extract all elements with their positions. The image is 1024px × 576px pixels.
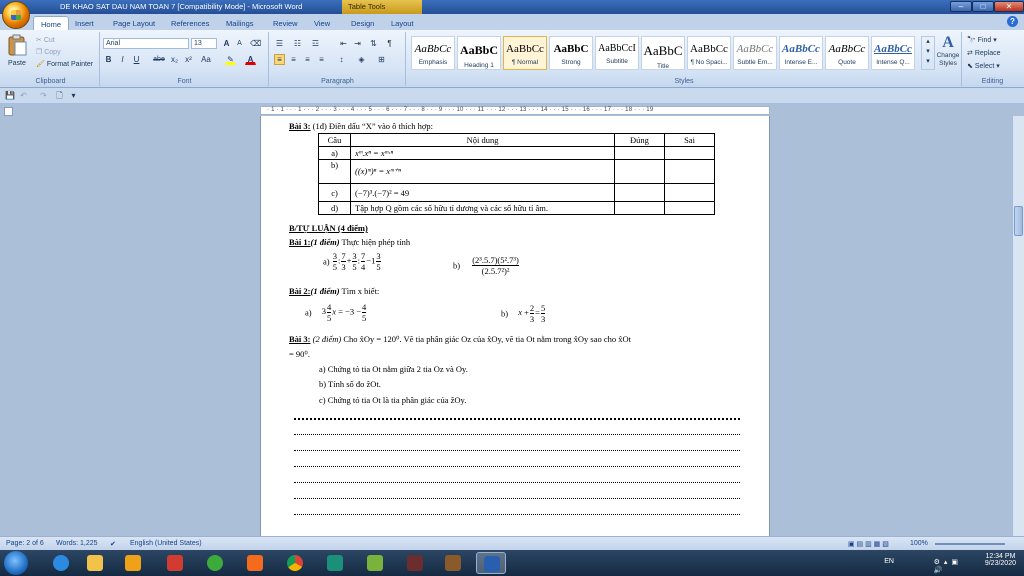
copy-icon: ❐ — [36, 49, 45, 56]
vertical-scrollbar[interactable] — [1012, 116, 1024, 536]
editing-group — [963, 32, 1022, 86]
answer-cell[interactable] — [615, 184, 665, 202]
sort-icon[interactable]: ⇅ — [370, 39, 377, 48]
align-right-icon[interactable]: ≡ — [305, 55, 310, 64]
maximize-button[interactable]: □ — [972, 1, 994, 12]
bai1-part-a: a) $\frac{3}{5}$ : $\frac{7}{3}$ + $\frac{3}{5}$ : $\frac{7}{4}$ −1 $\frac{3}{5}$ — [323, 251, 381, 272]
show-marks-icon[interactable]: ¶ — [387, 39, 392, 48]
tab-home[interactable]: Home — [33, 16, 69, 30]
paste-label: Paste — [8, 60, 26, 67]
font-group-label: Font — [177, 78, 192, 85]
shrink-font-button[interactable]: A — [237, 40, 242, 47]
bai2-part-b: b) x + $\frac{2}{3}$ = $\frac{5}{3}$ — [501, 303, 546, 324]
answer-line — [294, 434, 740, 435]
answer-cell[interactable] — [615, 147, 665, 160]
word-taskbar-icon[interactable] — [476, 552, 506, 574]
table-header: Đúng — [615, 134, 665, 147]
tab-mailings[interactable]: Mailings — [226, 19, 254, 28]
paste-button[interactable] — [6, 34, 30, 60]
increase-indent-icon[interactable]: ⇥ — [354, 39, 361, 48]
bai1-heading: Bài 1:(1 điểm) Thực hiện phép tính — [289, 237, 411, 247]
answer-line — [294, 498, 740, 499]
editing-group-label: Editing — [981, 78, 1004, 85]
style-title[interactable]: AaBbC Title — [641, 36, 685, 70]
font-family-select[interactable]: Arial — [103, 38, 189, 49]
word-count[interactable]: Words: 1,225 — [56, 540, 98, 547]
undo-icon[interactable]: ↶ — [20, 91, 27, 100]
table-header: Nội dung — [351, 134, 615, 147]
section-b-heading: B/TỰ LUẬN (4 điểm) — [289, 223, 368, 233]
font-color-icon[interactable]: A — [245, 54, 256, 65]
table-row — [319, 184, 715, 202]
style-subtle-emphasis[interactable]: AaBbCc Subtle Em... — [733, 36, 777, 70]
clipboard-icon — [6, 34, 28, 56]
answer-cell[interactable] — [615, 202, 665, 215]
scroll-thumb[interactable] — [1014, 206, 1023, 236]
answer-cell[interactable] — [665, 184, 715, 202]
clear-formatting-icon[interactable]: ⌫ — [250, 39, 262, 48]
table-cell: a) — [319, 147, 351, 160]
bai3b-text-continued: = 90⁰. — [289, 349, 310, 359]
view-buttons[interactable]: ▣ ▤ ▥ ▦ ▧ — [848, 541, 889, 548]
game-taskbar-icon[interactable] — [438, 552, 468, 574]
true-false-table — [318, 133, 715, 215]
bai3b-item: b) Tính số đo ẑOt. — [319, 379, 381, 389]
style-strong[interactable]: AaBbC Strong — [549, 36, 593, 70]
style-quote[interactable]: AaBbCc Quote — [825, 36, 869, 70]
clipboard-group-label: Clipboard — [35, 78, 66, 85]
page-count[interactable]: Page: 2 of 6 — [6, 540, 44, 547]
tab-page-layout[interactable]: Page Layout — [113, 19, 156, 28]
grow-font-button[interactable]: A — [223, 39, 230, 48]
window-title: DE KHAO SAT DAU NAM TOAN 7 [Compatibility Mode] - Microsoft Word — [60, 2, 303, 11]
tab-insert[interactable]: Insert — [75, 19, 94, 28]
close-button[interactable]: ✕ — [994, 1, 1024, 12]
bullets-icon[interactable]: ☰ — [275, 39, 284, 48]
document-page[interactable] — [260, 116, 770, 536]
decrease-indent-icon[interactable]: ⇤ — [340, 39, 347, 48]
answer-line — [294, 482, 740, 483]
paragraph-group-label: Paragraph — [321, 78, 354, 85]
game-taskbar-icon[interactable] — [400, 552, 430, 574]
table-header-row — [319, 134, 715, 147]
multilevel-list-icon[interactable]: ☲ — [311, 39, 320, 48]
chrome-taskbar-icon[interactable] — [280, 552, 310, 574]
start-button[interactable] — [4, 551, 28, 575]
table-tools-context-label: Table Tools — [342, 0, 422, 14]
spellcheck-icon[interactable]: ✔ — [110, 541, 116, 548]
table-cell: b) — [319, 160, 351, 184]
bai3-heading: Bài 3: (1đ) Điền dấu “X” vào ô thích hợp: — [289, 121, 434, 131]
superscript-button[interactable]: x² — [185, 55, 192, 64]
zoom-slider[interactable] — [935, 543, 1005, 545]
justify-icon[interactable]: ≡ — [319, 55, 324, 64]
ribbon — [0, 30, 1024, 88]
table-cell: ((x)ᵐ)ⁿ = xᵐ⁺ⁿ — [351, 160, 615, 184]
status-bar — [0, 536, 1024, 550]
customize-qat-icon[interactable]: ▾ — [71, 91, 76, 100]
table-row — [319, 202, 715, 215]
borders-icon[interactable]: ⊞ — [378, 55, 385, 64]
table-cell: (−7)³.(−7)² = 49 — [351, 184, 615, 202]
brush-icon: 🖌 — [36, 61, 45, 68]
ribbon-tabs — [0, 14, 1024, 30]
answer-cell[interactable] — [665, 202, 715, 215]
app-taskbar-icon[interactable] — [360, 552, 390, 574]
tray-icons[interactable]: ⚙▴▣🔊 — [933, 559, 962, 574]
font-size-select[interactable]: 13 — [191, 38, 217, 49]
shield-taskbar-icon[interactable] — [240, 552, 270, 574]
bai3b-item: a) Chứng tỏ tia Ot nằm giữa 2 tia Oz và Oy. — [319, 364, 468, 374]
tab-review[interactable]: Review — [273, 19, 298, 28]
replace-icon: ⇄ — [967, 50, 973, 57]
cut-button[interactable]: ✂ Cut — [36, 37, 55, 44]
document-area — [0, 116, 1012, 536]
bai3b-heading: Bài 3: (2 điểm) Cho x̂Oy = 120⁰. Vẽ tia phân giác Oz của x̂Oy, vẽ tia Ot nằm trong x̂Oy sao cho x̂Ot — [289, 334, 632, 344]
align-center-icon[interactable]: ≡ — [291, 55, 296, 64]
bai2-heading: Bài 2:(1 điểm) Tìm x biết: — [289, 286, 380, 296]
style-intense-quote[interactable]: AaBbCc Intense Q... — [871, 36, 915, 70]
redo-icon[interactable]: ↷ — [40, 91, 47, 100]
style-normal[interactable]: AaBbCc ¶ Normal — [503, 36, 547, 70]
office-button[interactable] — [2, 1, 30, 29]
style-emphasis[interactable]: AaBbCc Emphasis — [411, 36, 455, 70]
table-cell: d) — [319, 202, 351, 215]
save-icon[interactable]: 💾 — [5, 91, 15, 100]
style-subtitle[interactable]: AaBbCcI Subtitle — [595, 36, 639, 70]
styles-group — [407, 32, 962, 86]
bai1-part-b: b) $\frac{\text{(2³.5.7)(5².7³)}}{\text{(2.5.7²)²}}$ — [453, 255, 519, 276]
cursor-icon: ⬉ — [967, 63, 973, 70]
select-button[interactable]: ⬉ Select ▾ — [967, 63, 1000, 70]
highlight-icon[interactable]: ✎ — [225, 54, 236, 65]
table-row — [319, 160, 715, 184]
table-cell: Tập hợp Q gồm các số hữu tỉ dương và các số hữu tỉ âm. — [351, 202, 615, 215]
underline-button[interactable]: U — [133, 55, 140, 64]
numbering-icon[interactable]: ☷ — [293, 39, 302, 48]
table-header: Sai — [665, 134, 715, 147]
style-heading-1[interactable]: AaBbC Heading 1 — [457, 36, 501, 70]
answer-cell[interactable] — [615, 160, 665, 184]
media-player-taskbar-icon[interactable] — [118, 552, 148, 574]
subscript-button[interactable]: x₂ — [170, 55, 179, 64]
binoculars-icon: 🔭 — [967, 37, 976, 44]
scissors-icon: ✂ — [36, 37, 44, 44]
italic-button[interactable]: I — [121, 55, 124, 64]
ie-taskbar-icon[interactable] — [46, 552, 76, 574]
zoom-level[interactable]: 100% — [910, 540, 928, 547]
quick-access-toolbar — [0, 88, 1024, 104]
format-painter-button[interactable]: 🖌 Format Painter — [36, 61, 94, 68]
tab-selector[interactable] — [4, 107, 13, 116]
styles-group-label: Styles — [674, 78, 694, 85]
tab-layout[interactable]: Layout — [391, 19, 414, 28]
clipboard-group — [2, 32, 100, 86]
paragraph-group — [270, 32, 406, 86]
change-styles-button[interactable]: A Change Styles — [936, 34, 960, 67]
ruler-row — [0, 104, 1024, 116]
table-cell: xᵐ.xⁿ = xᵐ·ⁿ — [351, 147, 615, 160]
replace-button[interactable]: ⇄ Replace — [967, 50, 1001, 57]
app-taskbar-icon[interactable] — [320, 552, 350, 574]
style-intense-emphasis[interactable]: AaBbCc Intense E... — [779, 36, 823, 70]
change-case-button[interactable]: Aa — [201, 55, 211, 64]
shading-icon[interactable]: ◈ — [358, 55, 365, 64]
tab-references[interactable]: References — [171, 19, 210, 28]
help-icon[interactable]: ? — [1007, 16, 1018, 27]
answer-line — [294, 466, 740, 467]
minimize-button[interactable]: – — [950, 1, 972, 12]
table-cell: c) — [319, 184, 351, 202]
styles-scroll-buttons[interactable]: ▴ ▾ ▾ — [921, 36, 935, 70]
line-spacing-icon[interactable]: ↕ — [339, 55, 344, 64]
taskbar — [0, 550, 1024, 576]
style-no-spacing[interactable]: AaBbCc ¶ No Spaci... — [687, 36, 731, 70]
clock[interactable]: 12:34 PM 9/23/2020 — [984, 553, 1016, 567]
horizontal-ruler[interactable]: · 1 · 1 · · · 1 · · · 2 · · · 3 · · · 4 · · · 5 · · · 6 · · · 7 · · · 8 · · · 9 · · · 10 · · · 11 · · · 12 · · · 13 · · · 14 · · · 15 · · · 16 · · · 17 · · · 18 · · · 19 — [260, 106, 770, 115]
app-taskbar-icon[interactable] — [160, 552, 190, 574]
app-taskbar-icon[interactable] — [200, 552, 230, 574]
tab-view[interactable]: View — [314, 19, 331, 28]
language-indicator[interactable]: English (United States) — [130, 540, 202, 547]
tab-design[interactable]: Design — [351, 19, 375, 28]
explorer-taskbar-icon[interactable] — [80, 552, 110, 574]
title-bar — [0, 0, 1024, 14]
answer-cell[interactable] — [665, 147, 715, 160]
table-row — [319, 147, 715, 160]
answer-line — [294, 418, 740, 420]
copy-button[interactable]: ❐ Copy — [36, 49, 61, 56]
table-header: Câu — [319, 134, 351, 147]
language-indicator[interactable]: EN — [884, 558, 894, 565]
answer-line — [294, 450, 740, 451]
font-group — [101, 32, 269, 86]
bai2-part-a: a) 3 $\frac{4}{5}$ x = −3 − $\frac{4}{5}$ — [305, 302, 367, 323]
answer-line — [294, 514, 740, 515]
new-document-icon[interactable]: 🗋 — [56, 91, 63, 100]
answer-cell[interactable] — [665, 160, 715, 184]
change-styles-icon: A — [942, 34, 954, 51]
bold-button[interactable]: B — [105, 55, 112, 64]
bai3b-item: c) Chứng tỏ tia Ot là tia phân giác của ẑOy. — [319, 395, 467, 405]
find-button[interactable]: 🔭 Find ▾ — [967, 37, 997, 44]
strikethrough-button[interactable]: abe — [153, 56, 165, 63]
align-left-icon[interactable]: ≡ — [274, 54, 285, 65]
